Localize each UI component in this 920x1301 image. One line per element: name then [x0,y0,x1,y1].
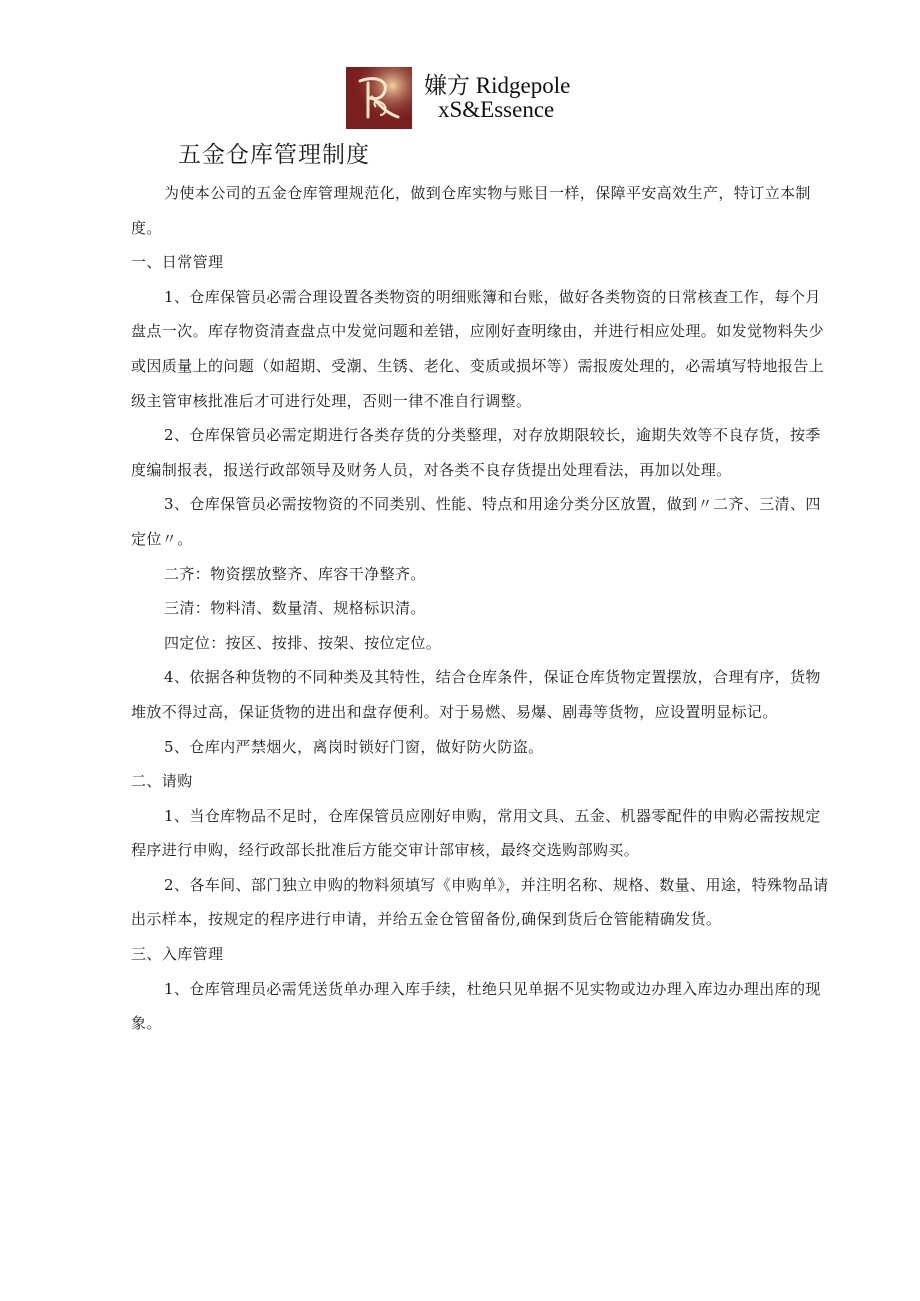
paragraph-daily-4: 4、依据各种货物的不同种类及其特性，结合仓库条件，保证仓库货物定置摆放，合理有序，货物堆放不得过高，保证货物的进出和盘存便利。对于易燃、易爆、剧毒等货物，应设置明显标记。 [131,668,821,721]
document-body [131,176,831,1041]
paragraph-daily-3: 3、仓库保管员必需按物资的不同类别、性能、特点和用途分类分区放置，做到〃二齐、三清、四定位〃。 [131,495,821,548]
logo-line-1: 嫌方 Ridgepole [424,73,571,98]
company-logo [346,67,570,129]
paragraph-three-clear: 三清：物料清、数量清、规格标识清。 [164,599,426,618]
paragraph-daily-5: 5、仓库内严禁烟火，离岗时锁好门窗，做好防火防盗。 [164,737,544,756]
paragraph-two-neat: 二齐：物资摆放整齐、库容干净整齐。 [164,564,426,583]
intro-paragraph: 为使本公司的五金仓库管理规范化，做到仓库实物与账目一样，保障平安高效生产，特订立本制度。 [131,184,811,237]
paragraph-purchase-2: 2、各车间、部门独立申购的物料须填写《申购单》，并注明名称、规格、数量、用途，特殊物品请出示样本，按规定的程序进行申请，并给五金仓管留备份,确保到货后仓管能精确发货。 [131,875,829,929]
paragraph-inbound-1: 1、仓库管理员必需凭送货单办理入库手续，杜绝只见单据不见实物或边办理入库边办理出库的现象。 [131,979,821,1033]
paragraph-purchase-1: 1、当仓库物品不足时，仓库保管员应刚好申购，常用文具、五金、机器零配件的申购必需按规定程序进行申购，经行政部长批准后方能交审计部审核，最终交选购部购买。 [131,806,821,860]
paragraph-daily-1: 1、仓库保管员必需合理设置各类物资的明细账簿和台账，做好各类物资的日常核查工作，每个月盘点一次。库存物资清查盘点中发觉问题和差错，应刚好查明缘由，并进行相应处理。如发觉物料失少或因质量上的问题（如超期、受潮、生锈、老化、变质或损坏等）需报废处理的，必需填写特地报告上级主管审核批准后才可进行处理，否则一律不准自行调整。 [131,287,825,410]
logo-text [424,74,570,122]
paragraph-daily-2: 2、仓库保管员必需定期进行各类存货的分类整理，对存放期限较长，逾期失效等不良存货，按季度编制报表，报送行政部领导及财务人员，对各类不良存货提出处理看法，再加以处理。 [131,426,821,479]
section-heading-purchase: 二、请购 [131,772,193,791]
document-title: 五金仓库管理制度 [178,142,370,168]
paragraph-four-position: 四定位：按区、按排、按架、按位定位。 [164,633,442,652]
logo-emblem-icon [346,67,412,129]
section-heading-inbound: 三、入库管理 [131,945,224,964]
logo-line-2: xS&Essence [438,97,555,122]
section-heading-daily-management: 一、日常管理 [131,253,224,272]
